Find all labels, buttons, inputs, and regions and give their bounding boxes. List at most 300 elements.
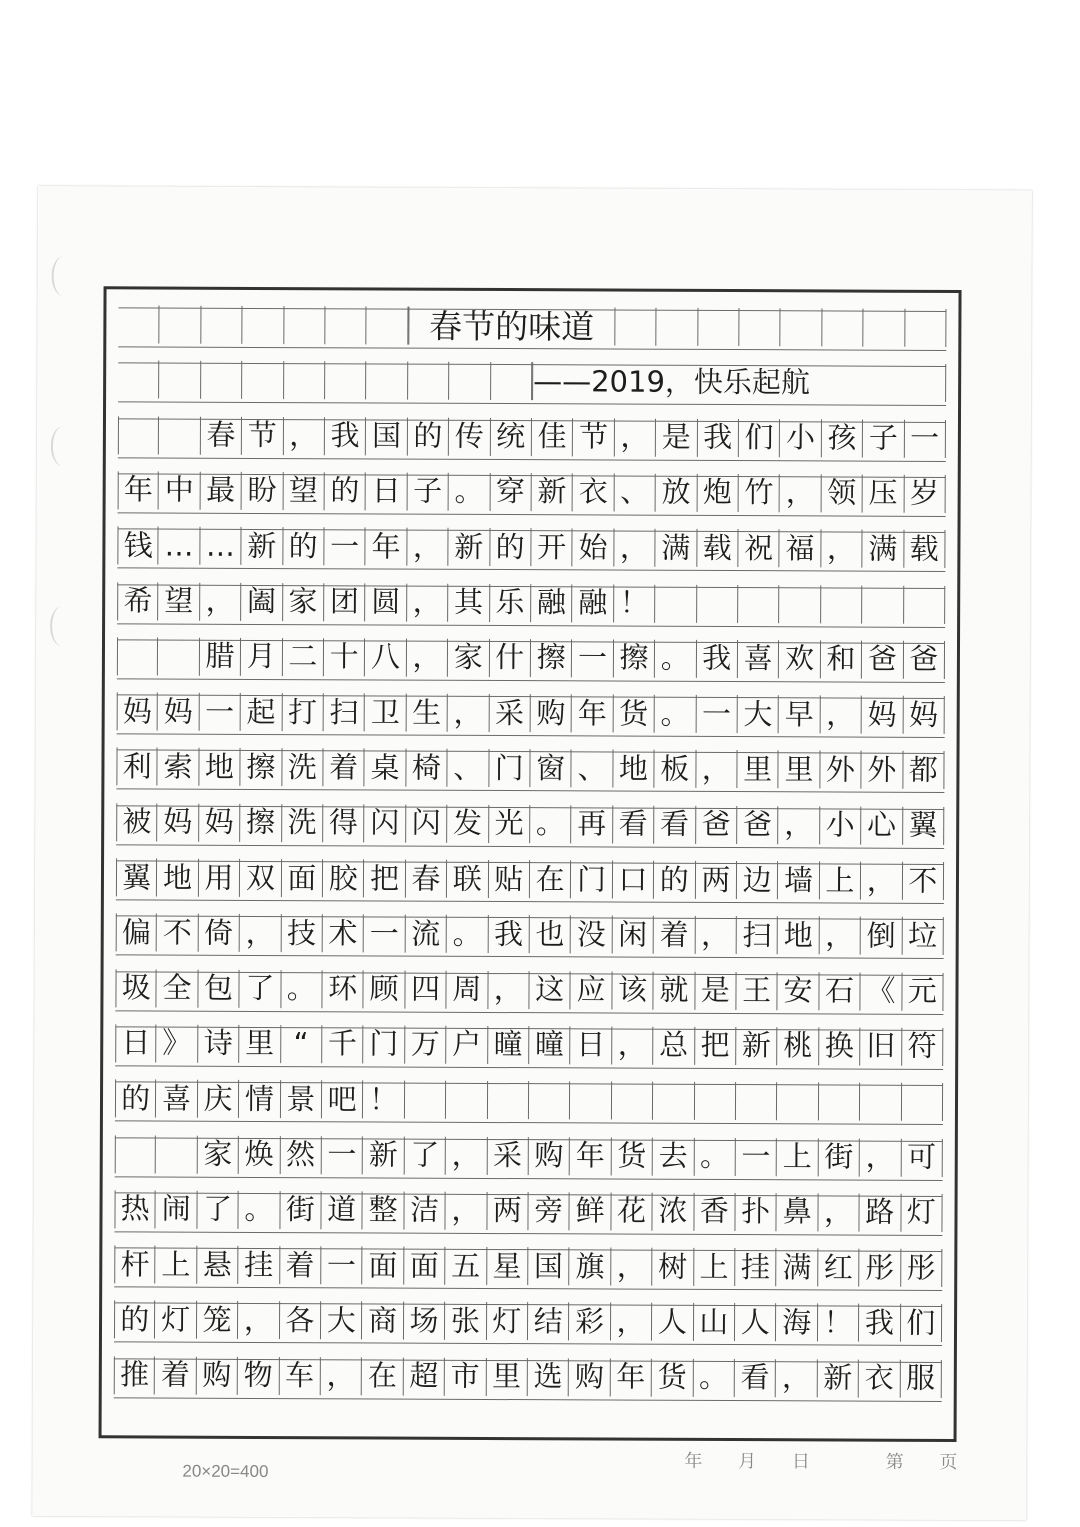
grid-cell: 里	[737, 750, 779, 788]
grid-cell: 里	[239, 1025, 281, 1063]
grid-cell: 。	[449, 473, 491, 511]
grid-cell: ，	[696, 750, 738, 788]
grid-cell: 国	[528, 1247, 570, 1285]
grid-cell: 面	[404, 1247, 446, 1285]
grid-cell: 子	[863, 419, 905, 457]
grid-cell: 术	[323, 915, 365, 953]
grid-cell: 换	[819, 1027, 861, 1065]
grid-cell: 国	[366, 417, 408, 455]
essay-line	[117, 694, 945, 738]
grid-cell: 起	[241, 693, 283, 731]
grid-cell: 超	[404, 1357, 446, 1395]
grid-cell	[695, 1082, 737, 1120]
grid-cell: 祝	[738, 529, 780, 567]
grid-cell: 。	[239, 1191, 281, 1229]
grid-cell	[819, 1083, 861, 1121]
grid-cell: 。	[655, 695, 697, 733]
grid-cell: 年	[366, 528, 408, 566]
grid-cell: 大	[738, 695, 780, 733]
grid-cell: 笼	[197, 1301, 239, 1339]
grid-cell: 光	[489, 805, 531, 843]
grid-cell: 其	[448, 583, 490, 621]
grid-cell: 可	[901, 1138, 943, 1176]
grid-cell: 。	[694, 1137, 736, 1175]
grid-cell: 载	[904, 530, 946, 568]
grid-cell: 把	[695, 1027, 737, 1065]
grid-cell: 小	[780, 419, 822, 457]
grid-cell: 欢	[779, 640, 821, 678]
grid-cell: 。	[693, 1359, 735, 1397]
grid-cell: 打	[282, 693, 324, 731]
grid-cell: 放	[656, 474, 698, 512]
grid-cell: 早	[779, 695, 821, 733]
essay-line	[116, 750, 944, 794]
grid-cell: 望	[158, 582, 200, 620]
grid-cell: 采	[489, 694, 531, 732]
grid-cell: ，	[614, 529, 656, 567]
grid-cell: 新	[449, 528, 491, 566]
grid-cell: 万	[405, 1026, 447, 1064]
essay-line	[117, 584, 945, 628]
grid-cell	[779, 585, 821, 623]
grid-cell: 着	[280, 1246, 322, 1284]
essay-line	[116, 916, 944, 960]
grid-cell	[366, 362, 408, 400]
grid-cell: 《	[861, 972, 903, 1010]
grid-cell: 地	[157, 859, 199, 897]
grid-cell	[118, 361, 160, 399]
grid-cell: 推	[114, 1356, 156, 1394]
grid-cell: 一	[199, 693, 241, 731]
grid-cell	[158, 637, 200, 675]
grid-cell: 山	[694, 1303, 736, 1341]
grid-cell	[905, 309, 947, 347]
grid-cell: 最	[200, 472, 242, 510]
grid-cell	[777, 1082, 819, 1120]
grid-cell: 卫	[365, 694, 407, 732]
grid-cell: 十	[324, 638, 366, 676]
grid-cell: 佳	[532, 418, 574, 456]
grid-cell: 海	[776, 1304, 818, 1342]
binding-hole-mark	[51, 426, 75, 466]
grid-cell: 桌	[365, 749, 407, 787]
essay-line	[115, 971, 943, 1015]
grid-cell: 花	[611, 1192, 653, 1230]
grid-cell	[653, 1082, 695, 1120]
grid-cell: 着	[155, 1356, 197, 1394]
grid-cell: 扑	[735, 1193, 777, 1231]
grid-cell: …	[200, 527, 242, 565]
grid-cell: 们	[901, 1304, 943, 1342]
essay-line	[115, 1026, 943, 1070]
grid-cell: 人	[652, 1303, 694, 1341]
grid-cell: 望	[283, 472, 325, 510]
grid-cell: 挂	[735, 1248, 777, 1286]
grid-cell: 顾	[364, 970, 406, 1008]
grid-cell: 各	[280, 1301, 322, 1339]
grid-cell: 一	[736, 1138, 778, 1176]
grid-cell: 彤	[901, 1249, 943, 1287]
grid-cell: 我	[696, 640, 738, 678]
grid-cell: ，	[283, 417, 325, 455]
grid-cell: 满	[656, 529, 698, 567]
grid-cell: 上	[820, 861, 862, 899]
essay-line	[114, 1358, 942, 1402]
essay-line	[118, 473, 946, 517]
grid-cell: 喜	[156, 1080, 198, 1118]
grid-cell: 路	[860, 1193, 902, 1231]
grid-cell: 技	[281, 914, 323, 952]
grid-cell	[902, 1083, 944, 1121]
grid-cell: 、	[448, 749, 490, 787]
grid-cell: 。	[655, 639, 697, 677]
grid-cell: 家	[448, 639, 490, 677]
essay-line	[118, 418, 946, 462]
grid-cell: 扫	[324, 693, 366, 731]
grid-cell: 旗	[570, 1247, 612, 1285]
page-prefix-label: 第	[885, 1451, 906, 1473]
grid-cell: 总	[653, 1027, 695, 1065]
grid-cell: ，	[321, 1357, 363, 1395]
grid-cell: 二	[282, 638, 324, 676]
grid-cell: 着	[323, 749, 365, 787]
grid-cell: 悬	[197, 1246, 239, 1284]
grid-cell: 用	[199, 859, 241, 897]
grid-cell: 洗	[282, 804, 324, 842]
grid-cell: 场	[404, 1302, 446, 1340]
grid-cell: 衣	[859, 1359, 901, 1397]
grid-cell: ，	[446, 1136, 488, 1174]
grid-cell: 。	[281, 970, 323, 1008]
grid-cell: 小	[820, 806, 862, 844]
grid-cell: 我	[697, 418, 739, 456]
grid-cell: 户	[446, 1026, 488, 1064]
grid-cell: 在	[530, 860, 572, 898]
grid-cell: 全	[157, 969, 199, 1007]
grid-cell: 杆	[114, 1245, 156, 1283]
grid-cell: 灯	[487, 1302, 529, 1340]
grid-cell: 的	[490, 528, 532, 566]
grid-cell: ，	[780, 474, 822, 512]
grid-cell: 去	[653, 1137, 695, 1175]
grid-cell: 传	[449, 417, 491, 455]
grid-cell	[201, 361, 243, 399]
grid-cell	[446, 1081, 488, 1119]
grid-cell: 窗	[530, 750, 572, 788]
grid-cell: 炮	[697, 474, 739, 512]
grid-cell: 闪	[406, 804, 448, 842]
grid-cell: 索	[158, 748, 200, 786]
grid-cell: “	[281, 1025, 323, 1063]
grid-cell: 闹	[156, 1190, 198, 1228]
grid-cell: 爸	[696, 806, 738, 844]
grid-cell: 领	[821, 474, 863, 512]
grid-cell: 双	[240, 859, 282, 897]
grid-cell: 两	[487, 1192, 529, 1230]
essay-line	[116, 805, 944, 849]
grid-cell: 团	[324, 583, 366, 621]
essay-subtitle: ——2019，快乐起航	[532, 362, 946, 402]
grid-cell: 着	[654, 916, 696, 954]
grid-cell: 在	[362, 1357, 404, 1395]
year-label: 年	[684, 1450, 705, 1472]
grid-cell	[156, 1135, 198, 1173]
grid-cell: 门	[489, 749, 531, 787]
grid-cell: 曈	[529, 1026, 571, 1064]
grid-cell: 贴	[488, 860, 530, 898]
grid-cell: 这	[529, 971, 571, 1009]
grid-cell: 乐	[490, 583, 532, 621]
grid-cell: 福	[780, 529, 822, 567]
grid-cell: 春	[201, 416, 243, 454]
grid-cell: 旧	[860, 1027, 902, 1065]
grid-cell: 衣	[573, 473, 615, 511]
grid-cell: 两	[695, 861, 737, 899]
grid-cell: 妈	[158, 693, 200, 731]
grid-cell: 年	[572, 694, 614, 732]
grid-cell: 满	[863, 530, 905, 568]
grid-cell	[904, 585, 946, 623]
grid-cell: 挂	[238, 1246, 280, 1284]
grid-cell: 日	[571, 1026, 613, 1064]
grid-cell	[284, 306, 326, 344]
grid-cell	[656, 308, 698, 346]
grid-cell	[570, 1082, 612, 1120]
grid-cell: 满	[777, 1248, 819, 1286]
grid-cell: 融	[531, 584, 573, 622]
essay-line	[114, 1303, 942, 1347]
grid-cell: 擦	[531, 639, 573, 677]
grid-cell: 安	[778, 972, 820, 1010]
grid-cell: 了	[240, 969, 282, 1007]
grid-cell: 年	[611, 1358, 653, 1396]
grid-cell: 胶	[323, 859, 365, 897]
grid-cell: 的	[408, 417, 450, 455]
grid-cell: 人	[735, 1303, 777, 1341]
grid-cell: 里	[486, 1358, 528, 1396]
grid-cell: 中	[159, 471, 201, 509]
grid-cell: 的	[325, 472, 367, 510]
grid-cell	[655, 584, 697, 622]
grid-cell: 鲜	[570, 1192, 612, 1230]
grid-cell: 是	[656, 418, 698, 456]
grid-cell: 流	[405, 915, 447, 953]
grid-cell: 爸	[737, 806, 779, 844]
grid-cell	[367, 306, 409, 344]
grid-cell	[863, 309, 905, 347]
grid-cell: 看	[735, 1359, 777, 1397]
writing-grid-frame	[99, 286, 962, 1442]
grid-cell: 应	[571, 971, 613, 1009]
grid-cell: 包	[198, 969, 240, 1007]
grid-cell: ，	[860, 1138, 902, 1176]
grid-cell	[325, 362, 367, 400]
grid-cell: 始	[573, 529, 615, 567]
grid-cell: 希	[117, 582, 159, 620]
grid-cell: ，	[695, 916, 737, 954]
grid-cell: 的	[654, 861, 696, 899]
grid-cell: 洁	[404, 1191, 446, 1229]
grid-cell: ，	[818, 1193, 860, 1231]
grid-cell	[243, 306, 285, 344]
grid-cell: 竹	[739, 474, 781, 512]
essay-line	[117, 529, 945, 573]
grid-cell: 妈	[199, 803, 241, 841]
grid-cell: 偏	[116, 914, 158, 952]
grid-cell: 香	[694, 1193, 736, 1231]
grid-cell: 面	[363, 1247, 405, 1285]
grid-cell: 统	[490, 418, 532, 456]
grid-cell	[738, 585, 780, 623]
grid-cell: 爸	[903, 641, 945, 679]
grid-cell: 一	[321, 1246, 363, 1284]
grid-cell: 翼	[903, 806, 945, 844]
grid-cell: 倚	[198, 914, 240, 952]
grid-cell	[821, 585, 863, 623]
grid-cell: 年	[570, 1137, 612, 1175]
grid-cell: ，	[407, 638, 449, 676]
grid-cell: 春	[406, 860, 448, 898]
day-label: 日	[791, 1451, 812, 1473]
grid-cell: 八	[365, 638, 407, 676]
grid-cell: ，	[821, 530, 863, 568]
grid-cell: 庆	[198, 1080, 240, 1118]
grid-cell: 购	[569, 1358, 611, 1396]
grid-cell: 符	[902, 1028, 944, 1066]
grid-cell: 市	[445, 1357, 487, 1395]
grid-cell	[115, 1135, 157, 1173]
grid-cell: 整	[363, 1191, 405, 1229]
grid-cell	[491, 362, 533, 400]
binding-hole-mark	[52, 256, 76, 296]
grid-cell: 灯	[155, 1301, 197, 1339]
grid-cell: 新	[363, 1136, 405, 1174]
grid-cell: 旁	[528, 1192, 570, 1230]
grid-cell: 元	[902, 972, 944, 1010]
grid-cell: 是	[695, 971, 737, 1009]
grid-cell: 购	[531, 694, 573, 732]
grid-cell: 椅	[406, 749, 448, 787]
grid-cell: 货	[613, 695, 655, 733]
grid-cell: 一	[904, 419, 946, 457]
grid-cell: 地	[778, 917, 820, 955]
grid-cell: 商	[362, 1302, 404, 1340]
grid-cell: 、	[572, 750, 614, 788]
grid-cell: 边	[737, 861, 779, 899]
grid-cell: 货	[611, 1137, 653, 1175]
grid-cell: ，	[448, 694, 490, 732]
page-suffix-label: 页	[939, 1451, 960, 1474]
grid-cell: 》	[157, 1024, 199, 1062]
grid-cell: ，	[407, 583, 449, 621]
grid-cell: 一	[324, 527, 366, 565]
grid-cell: ，	[446, 1192, 488, 1230]
grid-cell: 阖	[241, 582, 283, 620]
grid-cell: ，	[819, 917, 861, 955]
grid-cell: 心	[861, 806, 903, 844]
grid-cell	[449, 362, 491, 400]
grid-spec-label: 20×20=400	[182, 1461, 269, 1482]
grid-cell: 地	[199, 748, 241, 786]
grid-cell: 了	[404, 1136, 446, 1174]
grid-cell: ，	[820, 696, 862, 734]
grid-cell: 和	[821, 640, 863, 678]
grid-cell: 街	[280, 1191, 322, 1229]
grid-cell: 上	[156, 1246, 198, 1284]
grid-cell: 千	[322, 1025, 364, 1063]
grid-cell: 板	[655, 750, 697, 788]
grid-cell: 妈	[862, 696, 904, 734]
grid-cell	[117, 637, 159, 675]
grid-cell: 一	[364, 915, 406, 953]
grid-cell: 环	[322, 970, 364, 1008]
grid-cell: 看	[613, 805, 655, 843]
grid-cell: 被	[116, 803, 158, 841]
grid-cell: 门	[364, 1025, 406, 1063]
grid-cell: ，	[488, 971, 530, 1009]
grid-cell	[698, 308, 740, 346]
grid-cell: 星	[487, 1247, 529, 1285]
grid-cell: 红	[818, 1249, 860, 1287]
grid-cell: 灯	[901, 1194, 943, 1232]
grid-cell: 再	[572, 805, 614, 843]
grid-cell	[405, 1081, 447, 1119]
grid-cell: ！	[363, 1081, 405, 1119]
grid-cell: 我	[325, 417, 367, 455]
grid-cell: 桃	[778, 1027, 820, 1065]
grid-cell: ，	[200, 582, 242, 620]
grid-cell: 我	[859, 1304, 901, 1342]
grid-cell: 闪	[365, 804, 407, 842]
grid-cell: 圆	[365, 583, 407, 621]
grid-cell	[325, 306, 367, 344]
grid-cell: 闲	[612, 916, 654, 954]
grid-cell	[242, 361, 284, 399]
grid-cell	[612, 1082, 654, 1120]
grid-cell: 妈	[117, 692, 159, 730]
grid-cell: 情	[239, 1080, 281, 1118]
grid-cell: 焕	[239, 1135, 281, 1173]
month-label: 月	[738, 1451, 759, 1473]
grid-cell: 翼	[116, 858, 158, 896]
grid-cell: 新	[818, 1359, 860, 1397]
grid-cell: 爸	[862, 640, 904, 678]
grid-cell: 地	[613, 750, 655, 788]
subtitle-row	[118, 363, 946, 407]
date-page-footer	[684, 1447, 985, 1474]
grid-cell: 石	[819, 972, 861, 1010]
grid-cell: 穿	[490, 473, 532, 511]
grid-cell: 张	[445, 1302, 487, 1340]
grid-cell: 发	[447, 804, 489, 842]
grid-cell: 热	[114, 1190, 156, 1228]
grid-cell: 曈	[488, 1026, 530, 1064]
essay-line	[117, 639, 945, 683]
grid-cell	[739, 308, 781, 346]
grid-cell: 墙	[778, 861, 820, 899]
grid-cell: 月	[241, 638, 283, 676]
grid-cell: 树	[652, 1248, 694, 1286]
essay-line	[115, 1082, 943, 1126]
grid-cell: 该	[612, 971, 654, 1009]
grid-cell: 彤	[859, 1249, 901, 1287]
grid-cell: 一	[322, 1136, 364, 1174]
grid-cell: 家	[283, 583, 325, 621]
grid-cell: 吧	[322, 1080, 364, 1118]
grid-cell: 家	[197, 1135, 239, 1173]
grid-cell	[615, 308, 657, 346]
grid-cell: 我	[488, 915, 530, 953]
